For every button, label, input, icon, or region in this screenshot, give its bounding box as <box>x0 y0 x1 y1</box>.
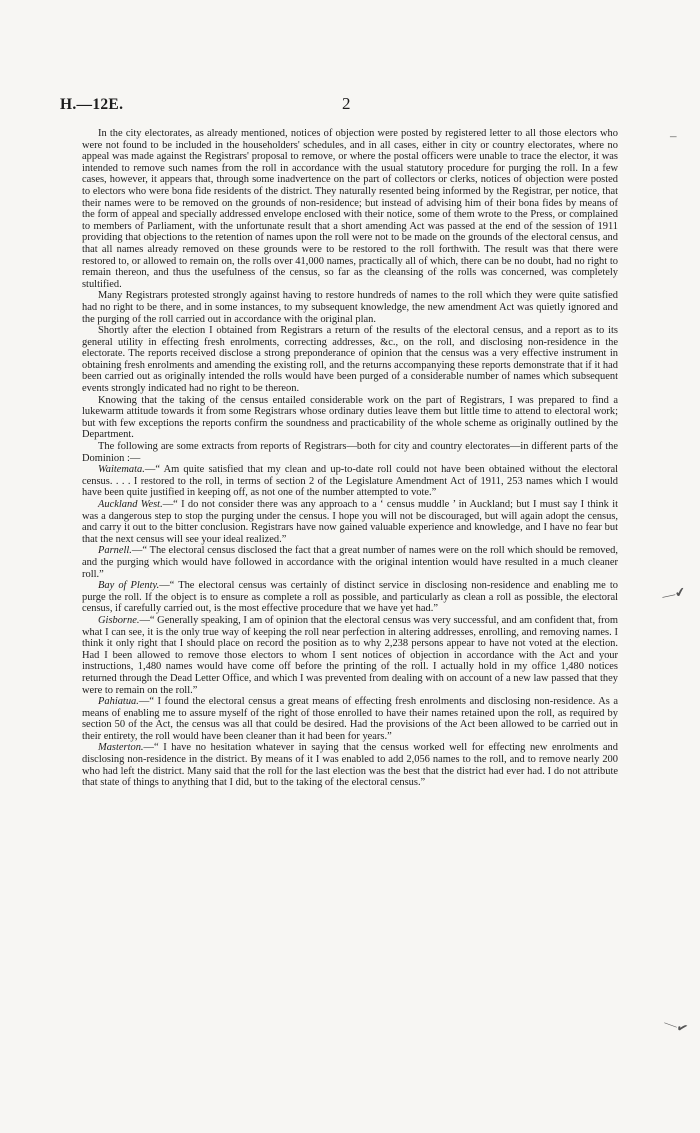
extract-text: —“ Am quite satisfied that my clean and up-to-date roll could not have been obtained without the electoral census. . . . I restored to the roll, in terms of section 2 of the Legislature Amendment Act of 1911, 253 names which I would have been quite justified in keeping off, as not one of the number attempted to vote.” <box>82 464 618 499</box>
extract-text: —“ I do not consider there was any approach to a ‘ census muddle ’ in Auckland; but I must say I think it was a dangerous step to stop the purging under the census. I hope you will not be discouraged, but will again adopt the census, and carry it out to the bitter conclusion. Registrars have now gained valuable experience and knowledge, and I have no fear but that the next census will see your ideal realized.” <box>82 499 618 545</box>
margin-checkmark: —✔ <box>660 583 688 604</box>
extract-item <box>82 545 618 580</box>
extract-place: Parnell. <box>98 545 132 557</box>
paragraph: The following are some extracts from reports of Registrars—both for city and country electorates—in different parts of the Dominion :— <box>82 441 618 464</box>
extract-text: —“ The electoral census disclosed the fact that a great number of names were on the roll which should be removed, and the purging which would have followed in accordance with the original intention would have resulted in a much cleaner roll.” <box>82 545 618 580</box>
paragraph: Knowing that the taking of the census entailed considerable work on the part of Registrars, I was prepared to find a lukewarm attitude towards it from some Registrars whose ordinary duties leave them but little time to attend to electoral work; but with few exceptions the reports confirm the soundness and practicability of the whole scheme as originally outlined by the Department. <box>82 394 618 441</box>
extract-item <box>82 696 618 742</box>
page-number: 2 <box>342 94 351 113</box>
extract-place: Pahiatua. <box>98 696 139 708</box>
extract-item <box>82 464 618 499</box>
margin-mark: – <box>670 128 677 143</box>
margin-checkmark: —✔ <box>662 1014 690 1037</box>
paragraph: In the city electorates, as already mentioned, notices of objection were posted by registered letter to all those electors who were not found to be included in the householders' schedules, and in all cases, either in city or country electorates, where no appeal was made against the Registrars' proposal to remove, or where the postal officers were unable to trace the elector, it was intended to remove such names from the roll in accordance with the usual statutory procedure for purging the roll. In a few cases, however, it appears that, through some inadvertence on the part of collectors or clerks, notices of objection were posted to electors who were bona fide residents of the district. They naturally resented being informed by the Registrar, per notice, that their names were to be removed on the grounds of non-residence; but instead of advising him of their bona fides by means of the form of appeal and specially addressed envelope enclosed with their notice, some of them wrote to the Press, or complained to members of Parliament, with the unfortunate result that a short amending Act was passed at the end of the session of 1911 providing that objections to the retention of names upon the roll were not to be made on the grounds of the electoral census, and that all names already removed on these grounds were to be restored to the roll forthwith. The result was that there were restored to, or allowed to remain on, the rolls over 41,000 names, practically all of which, there can be no doubt, had no right to remain thereon, and thus the usefulness of the census, so far as the cleansing of the rolls was concerned, was completely stultified. <box>82 128 618 290</box>
extract-place: Gisborne. <box>98 614 140 626</box>
extract-item <box>82 580 618 615</box>
document-code: H.—12E. <box>60 96 124 113</box>
paragraph: Shortly after the election I obtained from Registrars a return of the results of the electoral census, and a report as to its general utility in effecting fresh enrolments, correcting addresses, &c., on the roll, and disclosing non-residence in the electorate. The reports received disclose a strong preponderance of opinion that the census was a very effective instrument in obtaining fresh enrolments and amending the existing roll, and the returns accompanying these reports demonstrate that if it had been carried out as originally intended the rolls would have been purged of a considerable number of names which subsequent events strongly indicated had no right to be thereon. <box>82 325 618 395</box>
extract-place: Auckland West. <box>98 499 163 510</box>
extract-item <box>82 742 618 788</box>
extract-item <box>82 499 618 545</box>
extract-place: Masterton. <box>98 742 144 754</box>
extract-item <box>82 615 618 696</box>
paragraph: Many Registrars protested strongly against having to restore hundreds of names to the roll which they were quite satisfied had no right to be there, and in some instances, to my subsequent knowledge, the new amendment Act was quietly ignored and the purging of the roll carried out in accordance with the original plan. <box>82 290 618 325</box>
extracts-list <box>82 464 618 789</box>
extract-text: —“ I found the electoral census a great means of effecting fresh enrolments and disclosing non-residence. As a means of enabling me to assure myself of the right of those enrolled to have their names retained upon the roll, as required by section 50 of the Act, the census was all that could be desired. Had the provisions of the Act been allowed to be carried out in their entirety, the roll would have been cleaner than it had been for years.” <box>82 696 618 742</box>
extract-place: Bay of Plenty. <box>98 580 160 592</box>
extract-text: —“ Generally speaking, I am of opinion that the electoral census was very successful, and am confident that, from what I can see, it is the only true way of keeping the roll near perfection in altering addresses, enrolling, and removing names. I think it only right that I should place on record the position as to why 2,238 persons appear to have not voted at the election. Had I been allowed to remove those electors to whom I sent notices of objection in accordance with the Act and your instructions, 1,480 names would have come off before the printing of the roll. I actually hold in my office 1,480 notices returned through the Dead Letter Office, and which I was prevented from dealing with on account of a new law passed that they were to remain on the roll.” <box>82 614 618 696</box>
extract-place: Waitemata. <box>98 464 145 476</box>
extract-text: —“ The electoral census was certainly of distinct service in disclosing non-residence and enabling me to purge the roll. If the object is to ensure as complete a roll as possible, and particularly as clean a roll as possible, the electoral census, if carefully carried out, is the most effective procedure that we have yet had.” <box>82 580 618 615</box>
document-body <box>82 128 618 789</box>
page-header <box>60 96 640 116</box>
extract-text: —“ I have no hesitation whatever in saying that the census worked well for effecting new enrolments and disclosing non-residence in the district. By means of it I was enabled to add 2,056 names to the roll, and to remove nearly 200 who had left the district. Many said that the roll for the last election was the best that the district had ever had. I do not attribute that state of things to anything that I did, but to the taking of the electoral census.” <box>82 742 618 789</box>
